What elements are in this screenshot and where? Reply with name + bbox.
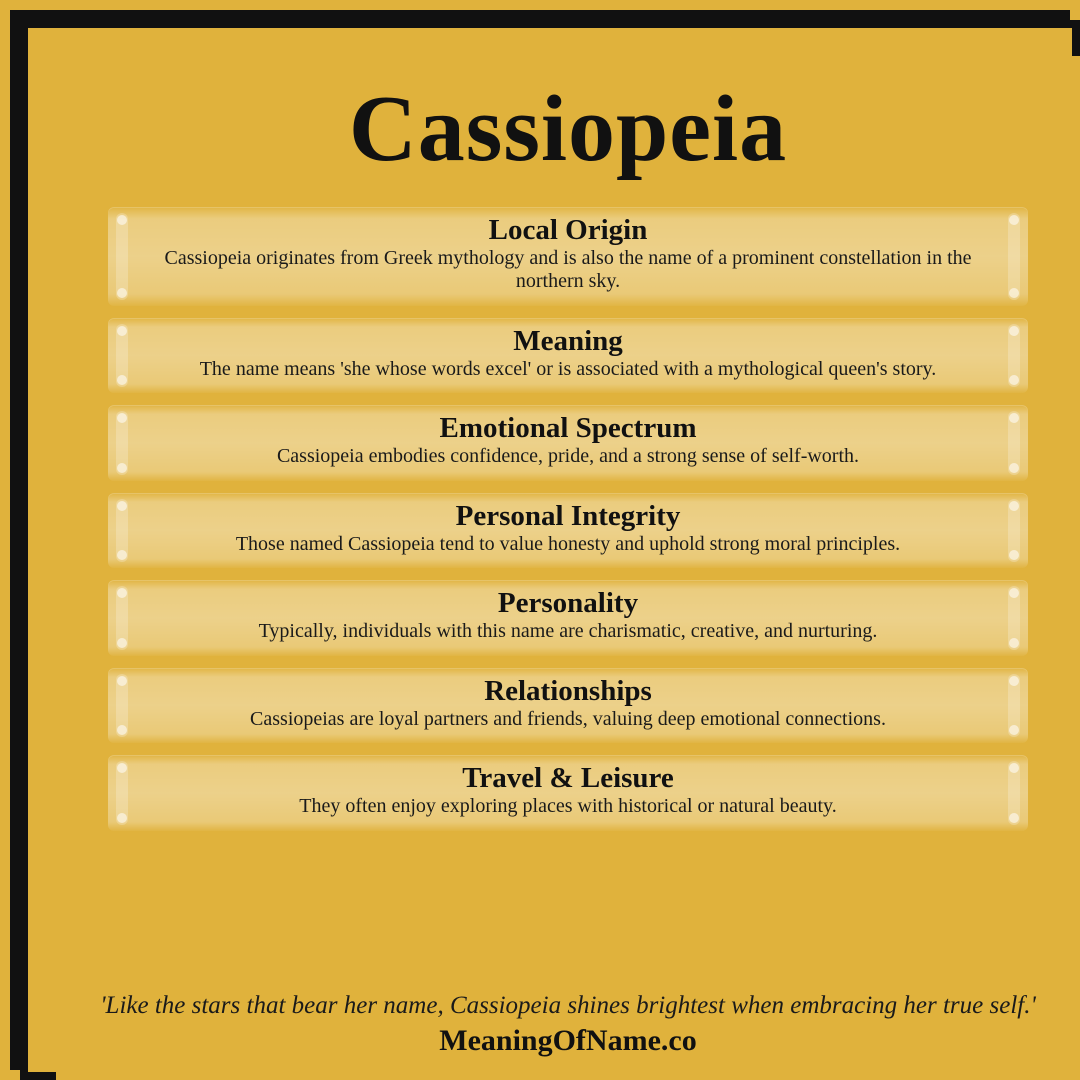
panel-dot-icon [1009, 501, 1019, 511]
panel-dot-icon [117, 463, 127, 473]
panel-dot-icon [117, 550, 127, 560]
section-relationships [108, 668, 1028, 743]
panel-dot-icon [117, 725, 127, 735]
section-text: Cassiopeia embodies confidence, pride, and a strong sense of self-worth. [276, 445, 860, 468]
panel-dot-icon [1009, 375, 1019, 385]
footer-brand: MeaningOfName.co [439, 1024, 697, 1057]
panel-dot-icon [117, 326, 127, 336]
panel-dot-icon [117, 638, 127, 648]
section-title: Local Origin [488, 213, 648, 246]
panel-dot-icon [117, 676, 127, 686]
section-title: Personality [497, 587, 639, 620]
sections-list [56, 207, 1080, 831]
section-title: Relationships [484, 674, 652, 707]
section-text: Cassiopeia originates from Greek mythology and is also the name of a prominent constellation in the northern sky. [164, 246, 972, 293]
panel-dot-icon [117, 288, 127, 298]
section-title: Meaning [513, 324, 623, 357]
panel-dot-icon [117, 588, 127, 598]
panel-dot-icon [117, 215, 127, 225]
panel-dot-icon [117, 763, 127, 773]
section-text: Cassiopeias are loyal partners and friends, valuing deep emotional connections. [250, 707, 886, 730]
panel-dot-icon [1009, 463, 1019, 473]
inner-border [20, 20, 1080, 1080]
panel-dot-icon [1009, 215, 1019, 225]
section-text: Typically, individuals with this name are charismatic, creative, and nurturing. [258, 620, 878, 643]
panel-dot-icon [1009, 288, 1019, 298]
footer [56, 991, 1080, 1059]
section-emotional-spectrum [108, 405, 1028, 480]
panel-dot-icon [1009, 725, 1019, 735]
panel-dot-icon [1009, 413, 1019, 423]
section-personality [108, 580, 1028, 655]
panel-dot-icon [1009, 550, 1019, 560]
section-local-origin [108, 207, 1028, 306]
section-title: Emotional Spectrum [439, 412, 697, 445]
section-travel-and-leisure [108, 755, 1028, 830]
footer-quote: 'Like the stars that bear her name, Cassiopeia shines brightest when embracing her true self.' [100, 991, 1036, 1019]
panel-dot-icon [1009, 638, 1019, 648]
panel-dot-icon [1009, 813, 1019, 823]
section-title: Travel & Leisure [462, 762, 674, 795]
panel-dot-icon [1009, 588, 1019, 598]
panel-dot-icon [117, 375, 127, 385]
page-title: Cassiopeia [348, 77, 788, 181]
section-text: Those named Cassiopeia tend to value honesty and uphold strong moral principles. [235, 532, 901, 555]
section-personal-integrity [108, 493, 1028, 568]
name-profile-card [56, 56, 1080, 1080]
panel-dot-icon [117, 413, 127, 423]
section-text: The name means 'she whose words excel' or is associated with a mythological queen's story. [199, 357, 937, 380]
section-text: They often enjoy exploring places with historical or natural beauty. [299, 795, 837, 818]
panel-dot-icon [1009, 326, 1019, 336]
section-title: Personal Integrity [455, 499, 681, 532]
panel-dot-icon [1009, 763, 1019, 773]
section-meaning [108, 318, 1028, 393]
panel-dot-icon [117, 501, 127, 511]
panel-dot-icon [117, 813, 127, 823]
panel-dot-icon [1009, 676, 1019, 686]
